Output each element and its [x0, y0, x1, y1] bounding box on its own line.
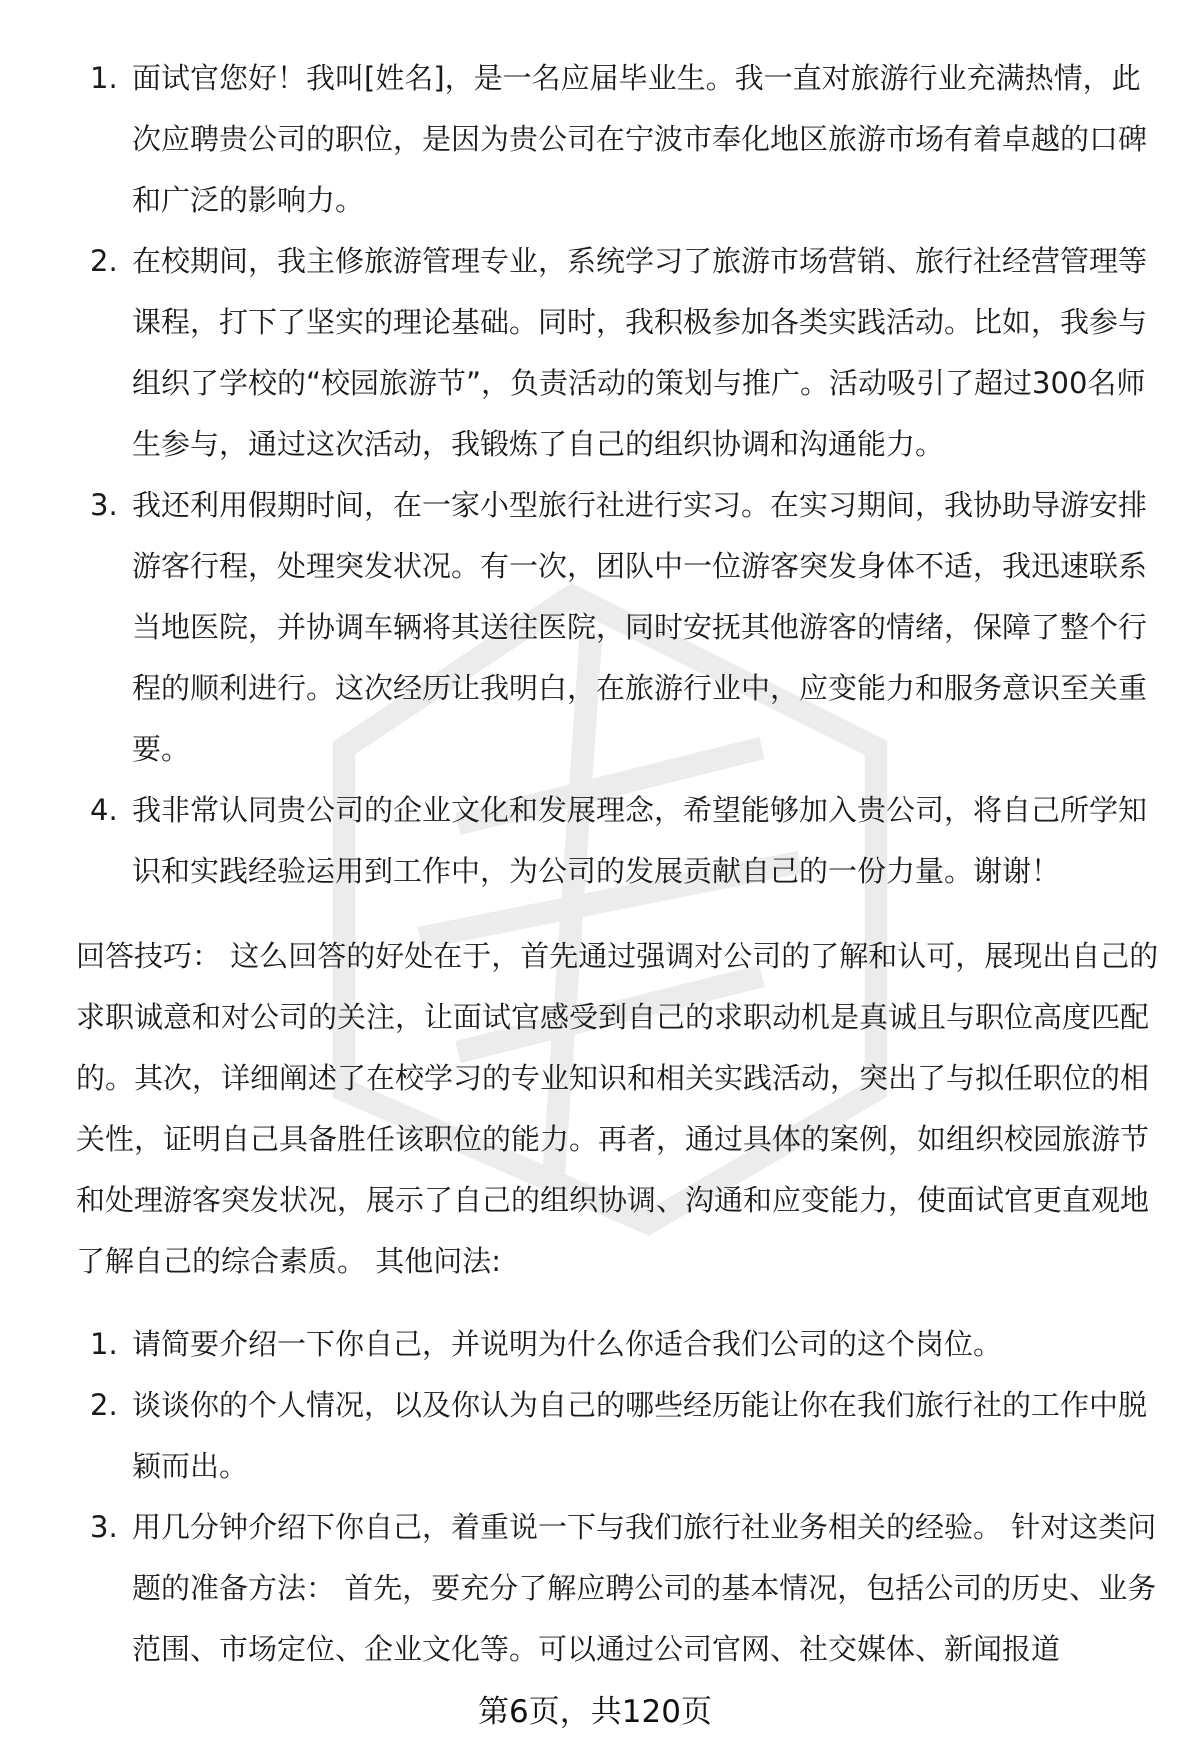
list-number: 3. [90, 1510, 118, 1544]
answer-list [76, 48, 1166, 902]
list-item [76, 1314, 1166, 1375]
list-number: 2. [90, 244, 118, 278]
other-questions-list [76, 1314, 1166, 1680]
list-item [76, 780, 1166, 902]
list-item-text: 谈谈你的个人情况，以及你认为自己的哪些经历能让你在我们旅行社的工作中脱颖而出。 [132, 1388, 1148, 1483]
list-item [76, 1497, 1166, 1680]
list-number: 1. [90, 61, 118, 95]
list-number: 2. [90, 1388, 118, 1422]
document-body [76, 48, 1166, 1680]
list-item-text: 请简要介绍一下你自己，并说明为什么你适合我们公司的这个岗位。 [132, 1327, 1003, 1361]
list-item [76, 475, 1166, 780]
list-item [76, 1375, 1166, 1497]
list-item [76, 231, 1166, 475]
page-number-footer: 第6页，共120页 [478, 1694, 712, 1730]
list-number: 1. [90, 1327, 118, 1361]
list-item-text: 在校期间，我主修旅游管理专业，系统学习了旅游市场营销、旅行社经营管理等课程，打下了坚实的理论基础。同时，我积极参加各类实践活动。比如，我参与组织了学校的“校园旅游节”，负责活动的策划与推广。活动吸引了超过300名师生参与，通过这次活动，我锻炼了自己的组织协调和沟通能力。 [132, 244, 1148, 461]
list-item-text: 我非常认同贵公司的企业文化和发展理念，希望能够加入贵公司，将自己所学知识和实践经验运用到工作中，为公司的发展贡献自己的一份力量。谢谢！ [132, 793, 1148, 888]
list-item-text: 面试官您好！我叫[姓名]，是一名应届毕业生。我一直对旅游行业充满热情，此次应聘贵公司的职位，是因为贵公司在宁波市奉化地区旅游市场有着卓越的口碑和广泛的影响力。 [132, 61, 1148, 217]
list-item-text: 用几分钟介绍下你自己，着重说一下与我们旅行社业务相关的经验。 针对这类问题的准备方法： 首先，要充分了解应聘公司的基本情况，包括公司的历史、业务范围、市场定位、企业文化等。可以通过公司官网、社交媒体、新闻报道 [132, 1510, 1157, 1666]
list-item [76, 48, 1166, 231]
list-number: 4. [90, 793, 118, 827]
list-item-text: 我还利用假期时间，在一家小型旅行社进行实习。在实习期间，我协助导游安排游客行程，处理突发状况。有一次，团队中一位游客突发身体不适，我迅速联系当地医院，并协调车辆将其送往医院，同时安抚其他游客的情绪，保障了整个行程的顺利进行。这次经历让我明白，在旅游行业中，应变能力和服务意识至关重要。 [132, 488, 1148, 766]
tips-paragraph: 回答技巧： 这么回答的好处在于，首先通过强调对公司的了解和认可，展现出自己的求职诚意和对公司的关注，让面试官感受到自己的求职动机是真诚且与职位高度匹配的。其次，详细阐述了在校学习的专业知识和相关实践活动，突出了与拟任职位的相关性，证明自己具备胜任该职位的能力。再者，通过具体的案例，如组织校园旅游节和处理游客突发状况，展示了自己的组织协调、沟通和应变能力，使面试官更直观地了解自己的综合素质。 其他问法: [76, 939, 1159, 1278]
list-number: 3. [90, 488, 118, 522]
